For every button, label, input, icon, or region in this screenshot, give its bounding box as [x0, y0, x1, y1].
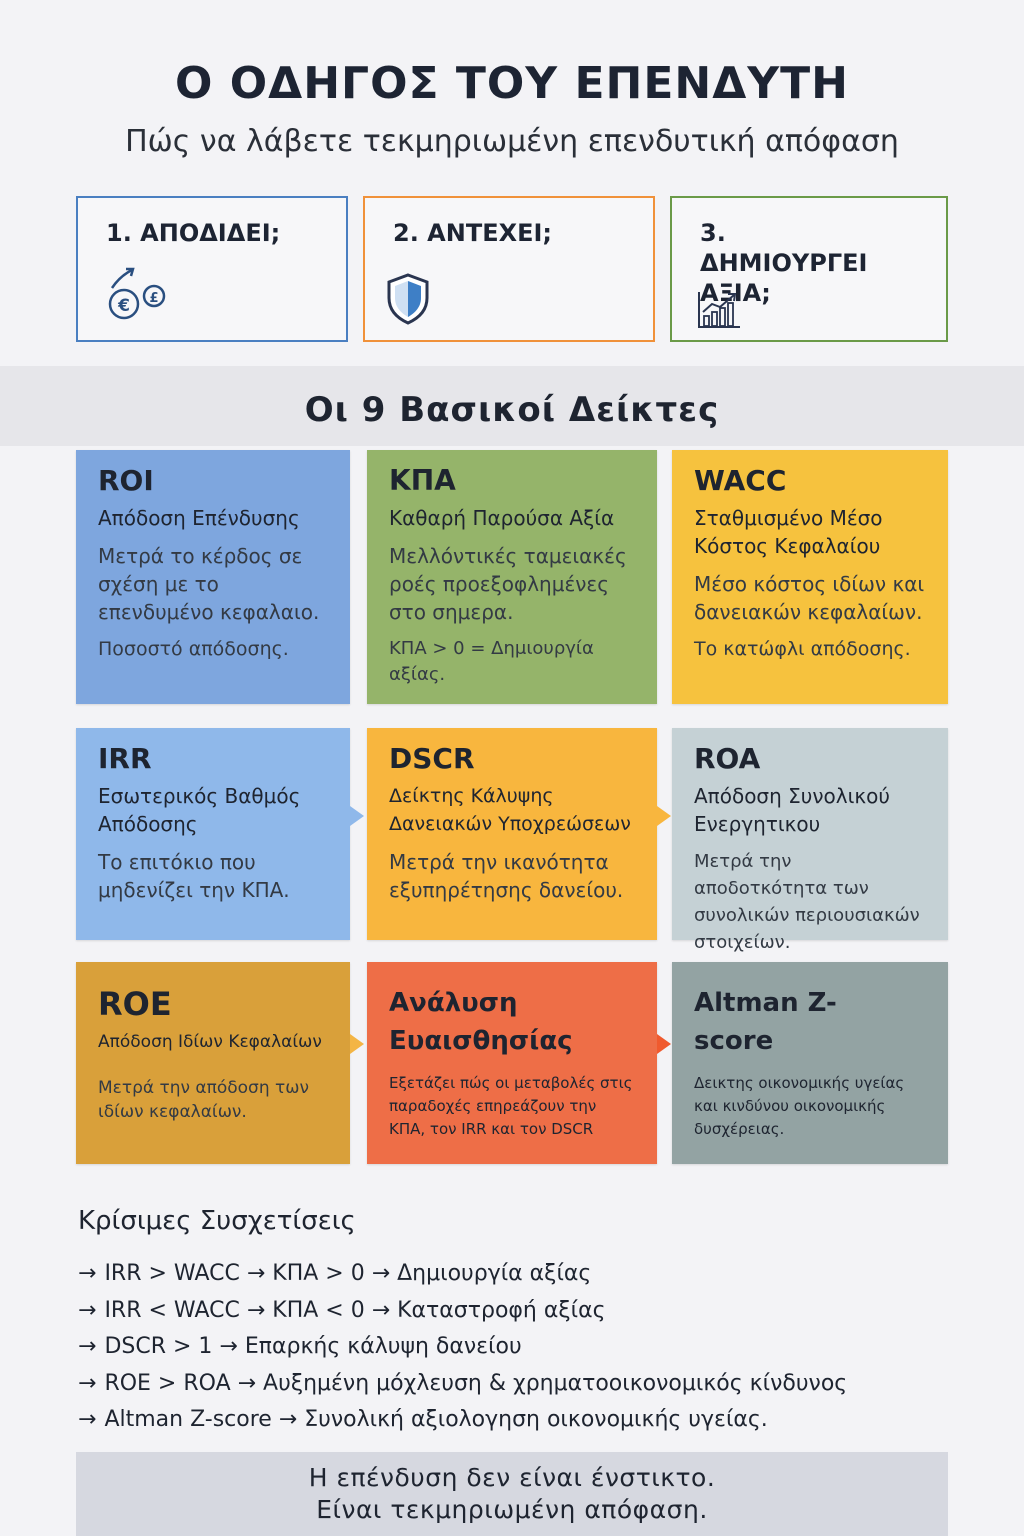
indicator-title: ROI — [98, 464, 154, 497]
indicator-subtitle: Απόδοση Επένδυσης — [98, 506, 300, 530]
relation-text: DSCR > 1 → Επαρκής κάλυψη δανείου — [104, 1334, 522, 1359]
arrow-right-icon: → — [78, 1334, 97, 1359]
connector-arrow — [350, 1034, 364, 1054]
arrow-right-icon: → — [78, 1407, 97, 1432]
indicator-card-roe — [76, 962, 350, 1164]
indicator-note: Το κατώφλι απόδοσης. — [694, 638, 911, 660]
indicator-card-irr — [76, 728, 350, 940]
question-box-resilience — [363, 196, 655, 342]
relation-text: ROE > ROA → Αυξημένη μόχλευση & χρηματοοικονομικός κίνδυνος — [104, 1370, 848, 1396]
svg-text:€: € — [118, 296, 130, 316]
footer-line-1: Η επένδυση δεν είναι ένστικτο. — [308, 1463, 716, 1492]
indicator-note: ΚΠΑ > 0 = Δημιουργία αξίας. — [389, 638, 594, 685]
indicator-card-roi — [76, 450, 350, 704]
indicator-card-sensitivity — [367, 962, 657, 1164]
relation-text: IRR < WACC → ΚΠΑ < 0 → Καταστροφή αξίας — [104, 1297, 606, 1323]
indicator-description: Μετρά το κέρδος σε σχέση με το επενδυμένο κεφαλαιο. — [98, 544, 320, 624]
arrow-right-icon: → — [78, 1370, 97, 1396]
footer-line-2: Είναι τεκμηριωμένη απόφαση. — [316, 1495, 708, 1524]
relation-text: IRR > WACC → ΚΠΑ > 0 → Δημιουργία αξίας — [104, 1261, 592, 1286]
indicator-title: ROE — [98, 985, 172, 1023]
relations-list — [78, 1256, 847, 1439]
svg-text:£: £ — [149, 291, 159, 306]
relation-item — [78, 1293, 847, 1330]
indicator-description: Δεικτης οικονομικής υγείας και κινδύνου οικονομικής δυσχέρειας. — [694, 1074, 905, 1138]
indicator-description: Μετρά την ικανότητα εξυπηρέτησης δανείου. — [389, 850, 624, 902]
page-subtitle: Πώς να λάβετε τεκμηριωμένη επενδυτική απόφαση — [125, 124, 899, 159]
relation-item — [78, 1256, 847, 1293]
connector-arrow — [657, 806, 671, 826]
indicator-title: Ανάλυση Ευαισθησίας — [389, 988, 573, 1056]
question-box-value — [670, 196, 948, 342]
section-band — [0, 366, 1024, 446]
indicator-title: WACC — [694, 464, 787, 497]
indicator-title: DSCR — [389, 742, 475, 775]
question-label: 2. ΑΝΤΕΧΕΙ; — [393, 219, 553, 247]
indicator-card-wacc — [672, 450, 948, 704]
coins-growth-icon — [106, 266, 170, 324]
relations-title: Κρίσιμες Συσχετίσεις — [78, 1206, 356, 1236]
indicator-subtitle: Εσωτερικός Βαθμός Απόδοσης — [98, 784, 301, 836]
indicator-card-dscr — [367, 728, 657, 940]
indicator-subtitle: Καθαρή Παρούσα Αξία — [389, 506, 615, 530]
relation-item — [78, 1366, 847, 1403]
indicator-description: Μελλόντικές ταμειακές ροές προεξοφλημένες στο σημερα. — [389, 544, 627, 624]
question-label: 1. ΑΠΟΔΙΔΕΙ; — [106, 219, 281, 247]
section-title: Οι 9 Βασικοί Δείκτες — [304, 390, 720, 430]
relation-item — [78, 1329, 847, 1366]
question-label: 3. ΔΗΜΙΟΥΡΓΕΙ ΑΞΙΑ; — [700, 219, 868, 307]
indicator-title: Altman Z-score — [694, 988, 837, 1056]
indicator-title: ROA — [694, 742, 761, 775]
relation-text: Altman Z-score → Συνολική αξιολογηση οικονομικής υγείας. — [104, 1407, 768, 1432]
indicator-subtitle: Απόδοση Ιδίων Κεφαλαίων — [98, 1032, 322, 1052]
connector-arrow — [657, 1034, 671, 1054]
indicator-title: IRR — [98, 742, 152, 775]
indicator-description: Το επιτόκιο που μηδενίζει την ΚΠΑ. — [98, 850, 290, 902]
indicator-description: Μετρά την απόδοση των ιδίων κεφαλαίων. — [98, 1078, 309, 1122]
indicator-card-roa — [672, 728, 948, 953]
indicator-description: Εξετάζει πώς οι μεταβολές στις παραδοχές επηρεάζουν την ΚΠΑ, τον IRR και τον DSCR — [389, 1074, 633, 1138]
shield-icon — [385, 272, 431, 326]
indicator-description: Μέσο κόστος ιδίων και δανειακών κεφαλαίων. — [694, 572, 925, 624]
arrow-right-icon: → — [78, 1297, 97, 1323]
footer-banner — [76, 1452, 948, 1536]
indicator-card-altman — [672, 962, 948, 1164]
page-title: Ο ΟΔΗΓΟΣ ΤΟΥ ΕΠΕΝΔΥΤΗ — [175, 58, 849, 109]
relation-item — [78, 1402, 847, 1439]
indicator-subtitle: Σταθμισμένο Μέσο Κόστος Κεφαλαίου — [694, 506, 883, 558]
arrow-right-icon: → — [78, 1261, 97, 1286]
question-box-returns — [76, 196, 348, 342]
indicator-card-npv — [367, 450, 657, 704]
connector-arrow — [350, 806, 364, 826]
indicator-note: Ποσοστό απόδοσης. — [98, 638, 289, 660]
indicator-description: Μετρά την αποδοτκότητα των συνολικών περιουσιακών στοιχείων. — [694, 851, 920, 953]
chart-growth-icon — [696, 290, 742, 330]
indicator-subtitle: Απόδοση Συνολικού Ενεργητικου — [694, 784, 890, 836]
indicator-title: ΚΠΑ — [389, 464, 456, 497]
indicator-subtitle: Δείκτης Κάλυψης Δανειακών Υποχρεώσεων — [389, 785, 631, 835]
